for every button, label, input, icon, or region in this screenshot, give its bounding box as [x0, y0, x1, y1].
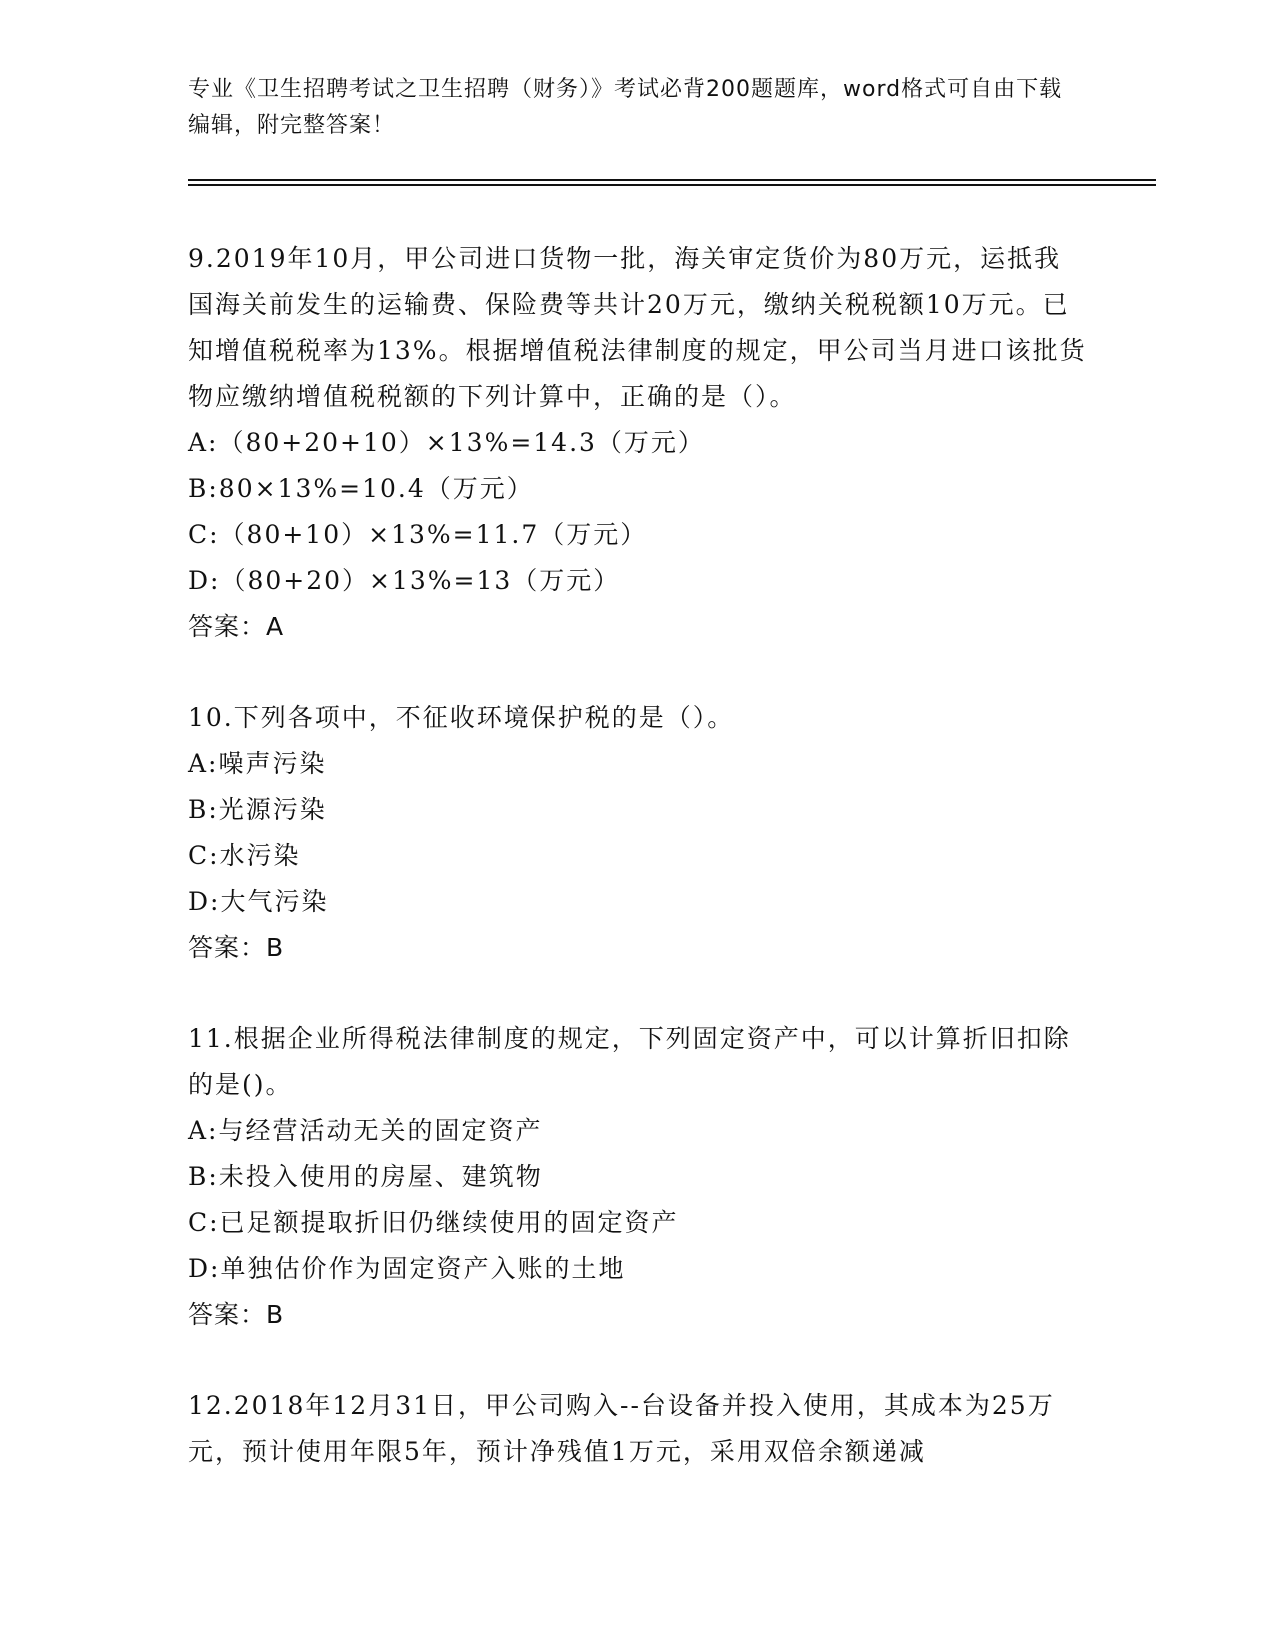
answer: 答案：A: [188, 612, 285, 641]
question-12: [188, 1383, 1088, 1475]
option-b: B:未投入使用的房屋、建筑物: [188, 1162, 543, 1191]
option-b: B:光源污染: [188, 795, 327, 824]
option-d: D:单独估价作为固定资产入账的土地: [188, 1254, 626, 1283]
document-header: 专业《卫生招聘考试之卫生招聘（财务）》考试必背200题题库，word格式可自由下载编辑，附完整答案！: [188, 77, 1063, 138]
option-a: A:（80+20+10）×13%=14.3（万元）: [188, 428, 705, 457]
option-c: C:水污染: [188, 841, 301, 870]
question-stem: 11.根据企业所得税法律制度的规定，下列固定资产中，可以计算折旧扣除的是()。: [188, 1024, 1071, 1099]
question-stem: 9.2019年10月，甲公司进口货物一批，海关审定货价为80万元，运抵我国海关前发生的运输费、保险费等共计20万元，缴纳关税税额10万元。已知增值税税率为13%。根据增值税法律制度的规定，甲公司当月进口该批货物应缴纳增值税税额的下列计算中，正确的是（）。: [188, 244, 1087, 411]
option-d: D:（80+20）×13%=13（万元）: [188, 566, 621, 595]
question-11: [188, 1016, 1088, 1338]
question-10: [188, 695, 1088, 971]
option-c: C:（80+10）×13%=11.7（万元）: [188, 520, 648, 549]
answer: 答案：B: [188, 1300, 285, 1329]
option-a: A:噪声污染: [188, 749, 327, 778]
header-divider-top: [188, 179, 1156, 181]
answer: 答案：B: [188, 933, 285, 962]
question-9: [188, 236, 1088, 650]
option-a: A:与经营活动无关的固定资产: [188, 1116, 543, 1145]
option-c: C:已足额提取折旧仍继续使用的固定资产: [188, 1208, 679, 1237]
option-b: B:80×13%=10.4（万元）: [188, 474, 534, 503]
question-list: [188, 236, 1088, 1520]
option-d: D:大气污染: [188, 887, 329, 916]
header-divider-bottom: [188, 184, 1156, 186]
question-stem: 12.2018年12月31日，甲公司购入--台设备并投入使用，其成本为25万元，预计使用年限5年，预计净残值1万元，采用双倍余额递减: [188, 1391, 1055, 1466]
question-stem: 10.下列各项中，不征收环境保护税的是（）。: [188, 703, 735, 732]
